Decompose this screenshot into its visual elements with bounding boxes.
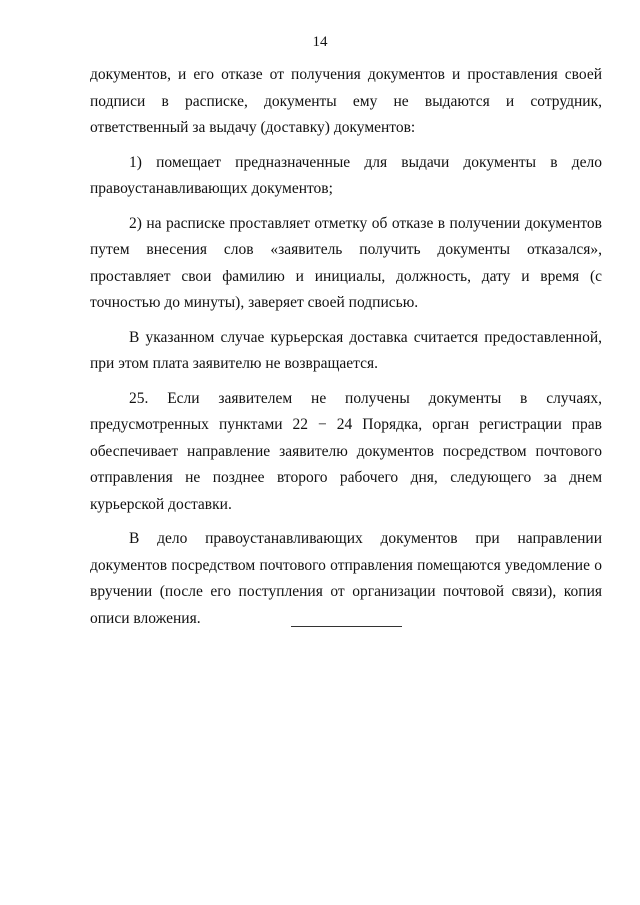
paragraph-postal-dispatch: В дело правоустанавливающих документов при направлении документов посредством почтового отправления помещаются уведомление о вручении (после его поступления от организации почтовой связи), копия описи вложения. bbox=[90, 530, 602, 627]
page-number: 14 bbox=[312, 34, 328, 50]
paragraph-clause-25: 25. Если заявителем не получены документы в случаях, предусмотренных пунктами 22 − 24 Порядка, орган регистрации прав обеспечивает направление заявителю документов посредством почтового отправления не позднее второго рабочего дня, следующего за днем курьерской доставки. bbox=[90, 389, 602, 513]
paragraph-courier-delivery: В указанном случае курьерская доставка считается предоставленной, при этом плата заявителю не возвращается. bbox=[90, 328, 602, 372]
end-of-document-rule bbox=[291, 626, 402, 627]
document-body bbox=[90, 62, 602, 640]
paragraph-item-2: 2) на расписке проставляет отметку об отказе в получении документов путем внесения слов «заявитель получить документы отказался», проставляет свои фамилию и инициалы, должность, дату и время (с точностью до минуты), заверяет своей подписью. bbox=[90, 214, 602, 311]
paragraph-item-1: 1) помещает предназначенные для выдачи документы в дело правоустанавливающих документов; bbox=[90, 153, 602, 197]
paragraph-continuation: документов, и его отказе от получения документов и проставления своей подписи в расписке, документы ему не выдаются и сотрудник, ответственный за выдачу (доставку) документов: bbox=[90, 66, 602, 136]
